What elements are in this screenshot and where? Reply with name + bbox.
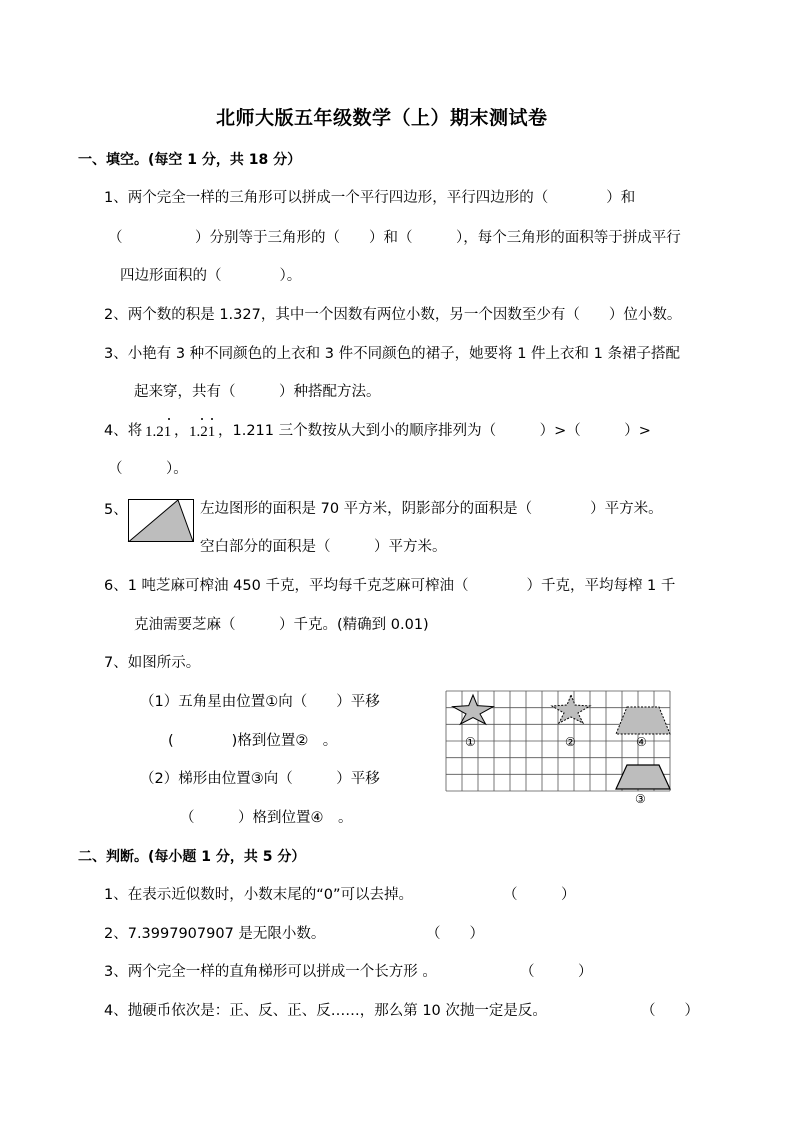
- q4-number-1: 1.21: [145, 424, 172, 440]
- q6-line1: 6、1 吨芝麻可榨油 450 千克，平均每千克芝麻可榨油（ ）千克，平均每榨 1 千: [104, 578, 676, 594]
- q3-line2: 起来穿，共有（ ）种搭配方法。: [134, 384, 381, 400]
- judge-item-3: 3、两个完全一样的直角梯形可以拼成一个长方形 。: [104, 964, 437, 980]
- q5-shaded-triangle-figure: [128, 499, 194, 543]
- q3-line1: 3、小艳有 3 种不同颜色的上衣和 3 件不同颜色的裙子，她要将 1 件上衣和 1 条裙子搭配: [104, 346, 680, 362]
- q1-line2: （ ）分别等于三角形的（ ）和（ ），每个三角形的面积等于拼成平行: [108, 230, 681, 246]
- grid-label-3: ③: [635, 792, 646, 806]
- judge-item-2: 2、7.3997907907 是无限小数。: [104, 926, 326, 942]
- q4-number-2: 1.21: [189, 424, 216, 440]
- q5-line1: 左边图形的面积是 70 平方米，阴影部分的面积是（ ）平方米。: [200, 501, 663, 517]
- q7-stem: 7、如图所示。: [104, 655, 201, 671]
- star-position-1: [453, 695, 494, 724]
- judge-item-4-blank: （ ）: [641, 1003, 699, 1019]
- judge-item-1-blank: （ ）: [503, 887, 576, 903]
- repeat-dot-3: [211, 418, 213, 420]
- q6-line2: 克油需要芝麻（ ）千克。(精确到 0.01): [134, 617, 429, 633]
- q4-rest: ，1.211 三个数按从大到小的顺序排列为（ ）>（ ）>: [218, 423, 651, 439]
- q2-text: 2、两个数的积是 1.327，其中一个因数有两位小数，另一个因数至少有（ ）位小数。: [104, 307, 682, 323]
- judge-item-4: 4、抛硬币依次是：正、反、正、反……，那么第 10 次抛一定是反。: [104, 1003, 547, 1019]
- section-heading-judgement: 二、判断。(每小题 1 分，共 5 分）: [78, 849, 306, 865]
- q1-line3: 四边形面积的（ ）。: [120, 268, 302, 284]
- q7-part2-b: （ ）格到位置④ 。: [180, 810, 353, 826]
- grid-label-2: ②: [565, 735, 576, 749]
- judge-item-3-blank: （ ）: [520, 964, 593, 980]
- q4-separator: ，: [174, 423, 189, 439]
- q7-part1-a: （1）五角星由位置①向（ ）平移: [140, 694, 380, 710]
- repeat-dot-1: [168, 418, 170, 420]
- q7-part1-b: ( )格到位置② 。: [168, 733, 338, 749]
- judge-item-1: 1、在表示近似数时，小数末尾的“0”可以去掉。: [104, 887, 413, 903]
- q4-prefix: 4、将: [104, 423, 143, 439]
- trapezoid-position-3: [616, 765, 670, 789]
- repeat-dot-2: [201, 418, 203, 420]
- q5-label: 5、: [104, 502, 128, 518]
- q5-line2: 空白部分的面积是（ ）平方米。: [200, 539, 447, 555]
- page-title: 北师大版五年级数学（上）期末测试卷: [216, 107, 548, 129]
- grid-label-4: ④: [636, 735, 647, 749]
- grid-label-1: ①: [465, 735, 476, 749]
- trapezoid-position-4: [616, 707, 670, 734]
- section-heading-fill-in: 一、填空。(每空 1 分，共 18 分）: [78, 152, 302, 168]
- q7-part2-a: （2）梯形由位置③向（ ）平移: [140, 771, 380, 787]
- judge-item-2-blank: （ ）: [426, 926, 484, 942]
- q4-line2: （ ）。: [108, 461, 188, 477]
- q1-line1: 1、两个完全一样的三角形可以拼成一个平行四边形，平行四边形的（ ）和: [104, 190, 636, 206]
- q7-translation-grid: [446, 691, 670, 806]
